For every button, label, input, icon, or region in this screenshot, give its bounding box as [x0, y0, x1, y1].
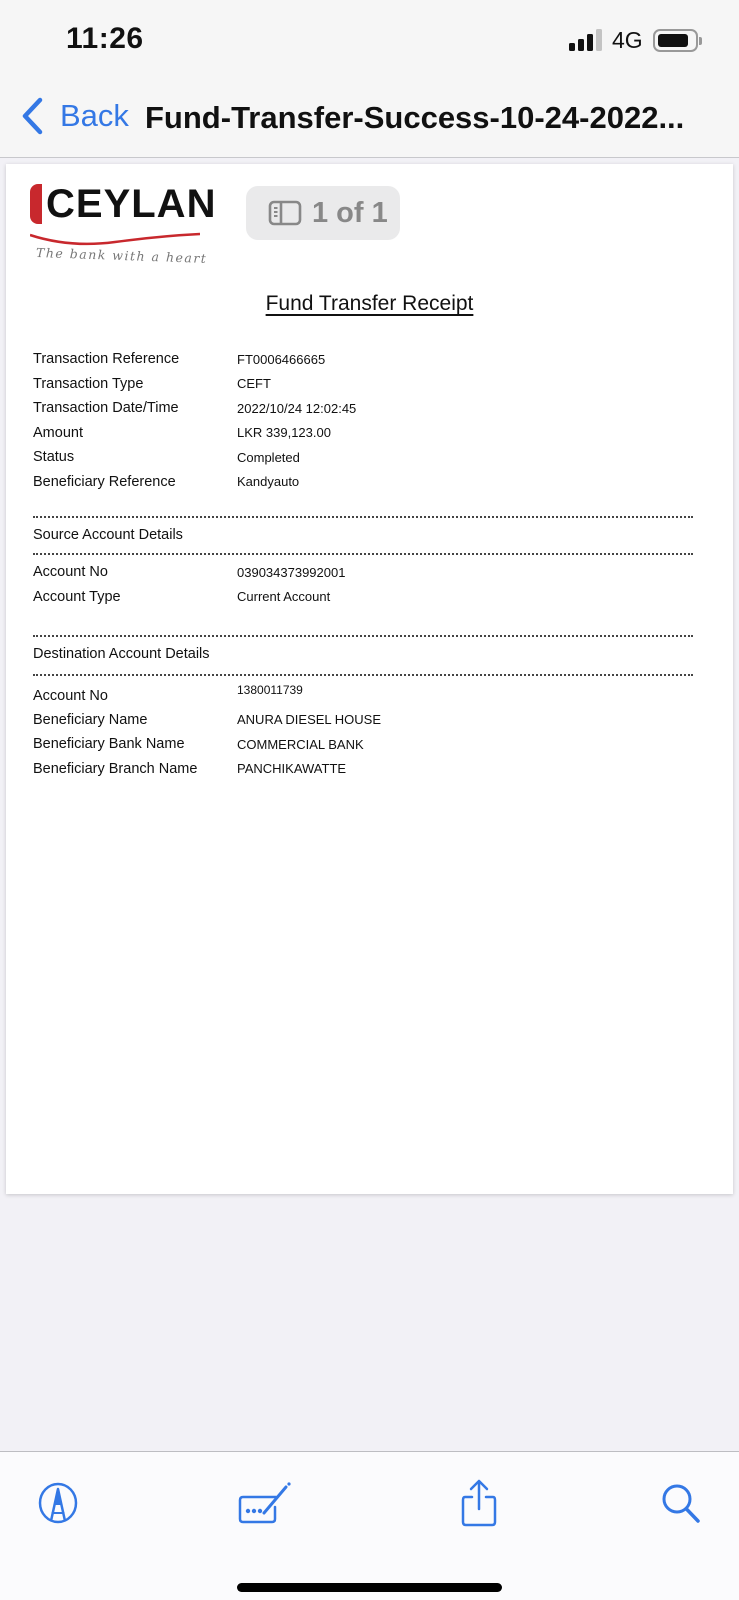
source-section-heading: Source Account Details — [33, 527, 183, 543]
fill-and-sign-button[interactable] — [238, 1478, 298, 1528]
logo-tagline: The bank with a heart — [35, 245, 208, 266]
signal-icon — [569, 29, 603, 51]
detail-value: PANCHIKAWATTE — [237, 761, 347, 777]
detail-label: Beneficiary Bank Name — [33, 736, 185, 753]
detail-value: 2022/10/24 12:02:45 — [237, 400, 357, 416]
dotted-divider — [33, 635, 693, 637]
search-icon — [660, 1481, 704, 1525]
detail-row — [33, 560, 345, 585]
dotted-divider — [33, 674, 693, 676]
detail-row — [33, 470, 356, 495]
detail-row — [33, 708, 381, 733]
detail-value: LKR 339,123.00 — [237, 425, 331, 441]
home-indicator[interactable] — [237, 1583, 502, 1592]
detail-label: Account No — [33, 564, 108, 581]
detail-value: 039034373992001 — [237, 564, 346, 580]
detail-row — [33, 585, 345, 610]
dotted-divider — [33, 553, 693, 555]
sidebar-icon — [268, 200, 302, 226]
detail-value: Current Account — [237, 589, 331, 605]
detail-row — [33, 421, 356, 446]
detail-label: Beneficiary Reference — [33, 473, 176, 490]
detail-label: Transaction Date/Time — [33, 400, 179, 417]
document-title: Fund-Transfer-Success-10-24-2022... — [145, 100, 685, 135]
detail-label: Beneficiary Name — [33, 711, 148, 728]
detail-label: Account No — [33, 688, 108, 705]
bottom-toolbar — [0, 1451, 739, 1600]
detail-value: FT0006466665 — [237, 351, 326, 367]
detail-value: COMMERCIAL BANK — [237, 736, 364, 752]
search-button[interactable] — [652, 1478, 712, 1528]
detail-row — [33, 396, 356, 421]
dotted-divider — [33, 516, 693, 518]
detail-value: Completed — [237, 449, 300, 465]
status-time: 11:26 — [66, 22, 144, 55]
detail-row — [33, 347, 356, 372]
detail-row — [33, 680, 381, 705]
markup-icon — [36, 1481, 80, 1525]
detail-row — [33, 757, 381, 782]
battery-fill — [658, 34, 688, 47]
back-label: Back — [60, 98, 129, 133]
source-account-details — [33, 560, 345, 609]
detail-label: Transaction Type — [33, 375, 144, 392]
detail-label: Transaction Reference — [33, 351, 180, 368]
detail-label: Amount — [33, 424, 83, 441]
detail-row — [33, 372, 356, 397]
signature-icon — [238, 1481, 298, 1525]
detail-value: 1380011739 — [237, 683, 303, 698]
page-indicator[interactable] — [246, 186, 400, 240]
destination-section-heading: Destination Account Details — [33, 646, 210, 662]
detail-value: ANURA DIESEL HOUSE — [237, 712, 382, 728]
destination-account-details — [33, 680, 381, 781]
detail-row — [33, 445, 356, 470]
detail-value: Kandyauto — [237, 474, 300, 490]
share-icon — [459, 1479, 499, 1527]
share-button[interactable] — [449, 1478, 509, 1528]
chevron-left-icon — [20, 97, 46, 135]
receipt-title: Fund Transfer Receipt — [265, 292, 474, 315]
page-indicator-label: 1 of 1 — [312, 196, 388, 229]
transaction-details — [33, 347, 356, 494]
logo-red-mark — [30, 184, 42, 224]
detail-label: Account Type — [33, 588, 121, 605]
navigation-bar — [0, 80, 739, 158]
detail-row — [33, 732, 381, 757]
detail-label: Status — [33, 449, 75, 466]
back-button[interactable] — [20, 97, 129, 135]
detail-label: Beneficiary Branch Name — [33, 760, 198, 777]
pdf-page[interactable] — [6, 164, 733, 1194]
markup-button[interactable] — [28, 1478, 88, 1528]
logo-text: CEYLAN — [46, 182, 217, 226]
bank-logo — [30, 178, 220, 276]
status-bar — [0, 0, 739, 80]
battery-icon — [653, 29, 698, 52]
network-type: 4G — [612, 27, 643, 53]
detail-value: CEFT — [237, 376, 271, 392]
